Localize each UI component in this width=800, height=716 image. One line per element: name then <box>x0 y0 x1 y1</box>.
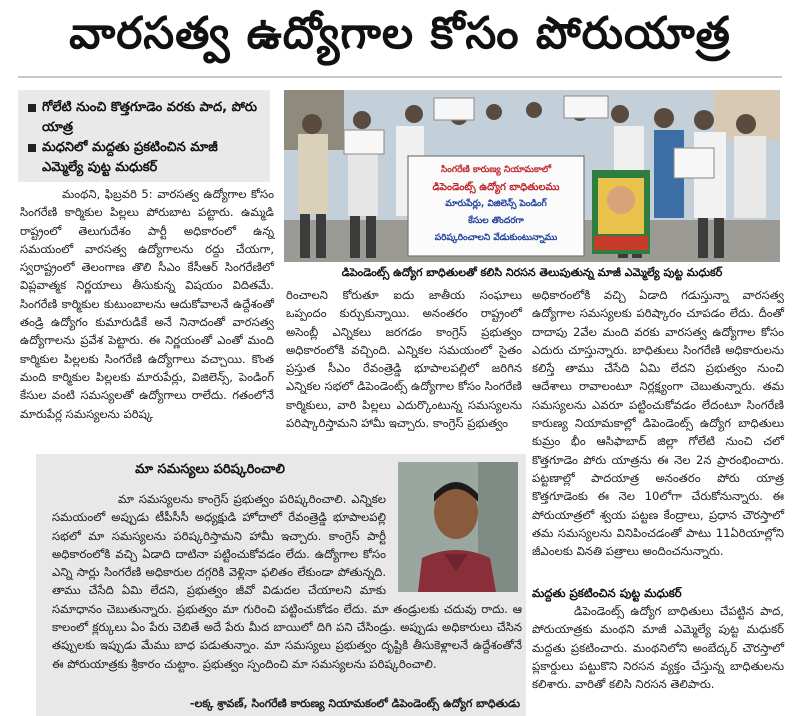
square-bullet-icon <box>28 104 36 112</box>
banner-line-3: మారుపేర్లు, విజిలెన్స్ పెండింగ్ <box>445 199 547 209</box>
sub-headline-1-text: గోలేటి నుంచి కొత్తగూడెం వరకు పాద, పోరు యాత్ర <box>42 100 258 135</box>
portrait-spacer <box>386 490 522 594</box>
column-4-heading: మద్దతు ప్రకటించిన పుట్ట మధుకర్ <box>532 586 682 600</box>
article-column-4-text: డిపెండెంట్స్ ఉద్యోగ బాధితులు చేపట్టిన పాద, పోరుయాత్రకు మంథని మాజీ ఎమ్మెల్యే పుట్ట మధుకర్ మద్దతు ప్రకటించారు. మంథనిలోని అంబేద్కర్ చౌరస్తాలో ప్లకార్డులు పట్టుకొని నిరసన వ్యక్తం చేస్తున్న బాధితులను కలిశారు. వారితో కలిసి నిరసన తెలిపారు. <box>532 604 784 692</box>
banner-line-2: డిపెండెంట్స్ ఉద్యోగ బాధితులము <box>432 182 560 193</box>
sub-headline-2 <box>28 138 262 178</box>
photo-caption: డిపెండెంట్స్ ఉద్యోగ బాధితులతో కలిసి నిరసన తెలుపుతున్న మాజీ ఎమ్మెల్యే పుట్ట మధుకర్ <box>341 266 723 279</box>
quote-box-title: మా సమస్యలు పరిష్కరించాలి <box>135 462 285 477</box>
article-column-1 <box>20 185 274 445</box>
article-column-1-text: మంథని, ఫిబ్రవరి 5: వారసత్వ ఉద్యోగాల కోసం సింగరేణి కార్మికుల పిల్లలు పోరుబాట పట్టారు. ఉమ్మడి రాష్ట్రంలో తెలుగుదేశం పార్టీ అధికారంలో ఉన్న సమయంలో వారసత్వ ఉద్యోగాలను రద్దు చేయగా, స్వరాష్ట్రంలో తెలంగాణ తొలి సీఎం కేసీఆర్ సింగరేణిలో విప్లవాత్మక నిర్ణయాలు తీసుకున్న విషయం విదితమే. సింగరేణి కార్మికుల కుటుంబాలను ఆదుకోవాలనే ఉద్దేశంతో తండ్రి ఉద్యోగం కుమారుడికే అనే నినాదంతో వారసత్వ ఉద్యోగాలను ప్రవేశ పెట్టారు. ఈ నిర్ణయంతో ఎంతో మంది కార్మికుల పిల్లలకు సింగరేణి ఉద్యోగాలు వచ్చాయి. కొంత మంది కార్మికుల పిల్లలకు మారుపేర్లు, విజిలెన్స్, పెండింగ్ కేసుల వంటి సమస్యలతో ఉద్యోగాలు రాలేదు. గతంలోనే మారుపేర్ల సమస్యలను పరిష్క <box>20 187 274 421</box>
square-bullet-icon <box>28 144 36 152</box>
article-column-2 <box>286 286 522 446</box>
banner-line-5: పరిష్కరించాలని వేడుకుంటున్నాము <box>434 233 558 243</box>
quote-box-signature: -లక్క శ్రావణ్, సింగరేణి కారుణ్య నియామకంలో డిపెండెంట్స్ ఉద్యోగ బాధితుడు <box>189 697 520 710</box>
article-column-3-text: అధికారంలోకి వచ్చి ఏడాది గడుస్తున్నా వారసత్వ ఉద్యోగాల సమస్యలకు పరిష్కారం చూపడం లేదు. దీంతో దాదాపు 2వేల మంది వరకు వారసత్వ ఉద్యోగాల కోసం ఎదురు చూస్తున్నారు. బాధితులు సింగరేణి అధికారులను కలిస్తే తాము చేసేది ఏమి లేదని ప్రభుత్వం నుంచి ఆదేశాలు రావాలంటూ నిర్లక్ష్యంగా చెబుతున్నారు. తమ సమస్యలను ఎవరూ పట్టించుకోవడం లేదంటూ సింగరేణి కారుణ్య నియామకాల్లో డిపెండెంట్స్ ఉద్యోగ బాధితులు కుమ్రం భీం ఆసిఫాబాద్ జిల్లా గోలేటి నుంచి చలో కొత్తగూడెం పోరు యాత్రను ఈ నెల 2న ప్రారంభించారు. పట్టణాల్లో పాదయాత్ర అనంతరం పోరు యాత్ర కొత్తగూడెంకు ఈ నెల 10లోగా చేరుకోనున్నారు. ఈ పోరుయాత్రలో శ్వయ పట్టణ కేంద్రాలు, ప్రధాన చౌరస్తాలో తమ సమస్యలను వినిపించడంతో పాటు 11ఏరియాల్లోని జీఎంలకు వినతి పత్రాలు అందించనున్నారు. <box>532 288 784 559</box>
sub-headline-1 <box>28 98 262 138</box>
article-column-4 <box>532 602 784 716</box>
protest-photo <box>284 90 780 262</box>
banner-line-4: కేసుల తొందరగా <box>468 216 524 226</box>
headline: వారసత్వ ఉద్యోగాల కోసం పోరుయాత్ర <box>69 8 731 59</box>
banner-line-1: సింగరేణి కారుణ్య నియామకాలో <box>440 165 552 175</box>
article-column-3 <box>532 286 784 559</box>
sub-headline-box <box>18 90 270 182</box>
quote-box-text: మా సమస్యలను కాంగ్రెస్ ప్రభుత్వం పరిష్కరించాలి. ఎన్నికల సమయంలో అప్పుడు టీపీసీసీ అధ్యక్షుడి హోదాలో రేవంత్రెడ్డి భూపాలపల్లి సభలో మా సమస్యలను పరిష్కరిస్తామని హామీ ఇచ్చారు. కాంగ్రెస్ పార్టీ అధికారంలోకి వచ్చి ఏడాది దాటినా పట్టించుకోవడం లేదు. ఉద్యోగాల కోసం ఎన్ని సార్లు సింగరేణి అధికారుల దగ్గరికి వెళ్లినా ఫలితం లేకుండా పోతున్నది. తాము చేసేది ఏమి లేదని, ప్రభుత్వం జీవో విడుదల చేయాలని మాకు సమాధానం చెబుతున్నారు. ప్రభుత్వం మా గురించి పట్టించుకోడం లేదు. మా తండ్రులకు చదువు రాదు. ఆ కాలంలో క్లర్కులు ఏం పేరు చెబితే అదే పేరు మీద బాయిలో దిగి పని చేసిండ్రు. అప్పుడు అధికారులు చేసిన తప్పులకు ఇప్పుడు మేము బాధ పడుతున్నాం. మా సమస్యలు ప్రభుత్వం దృష్టికి తీసుకెళ్లాలనే ఉద్దేశంతోనే ఈ పోరుయాత్రకు శ్రీకారం చుట్టాం. ప్రభుత్వం స్పందించి మా సమస్యలను పరిష్కరించాలి. <box>52 492 522 671</box>
sub-headline-2-text: మధనిలో మద్దతు ప్రకటించిన మాజీ ఎమ్మెల్యే పుట్ట మధుకర్ <box>42 140 218 175</box>
protest-banner <box>412 162 580 247</box>
article-column-2-text: రించాలని కోరుతూ ఐదు జాతీయ సంఘాలు ఒప్పందం కుర్చుకున్నాయి. అనంతరం రాష్ట్రంలో అసెంబ్లీ ఎన్నికలు జరగడం కాంగ్రెస్ ప్రభుత్వం అధికారంలోకి వచ్చింది. ఎన్నికల సమయంలో సైతం ప్రస్తుత సీఎం రేవంత్రెడ్డి భూపాలపల్లిలో జరిగిన ఎన్నికల సభలో డిపెండెంట్స్ ఉద్యోగాల కోసం సింగరేణి కార్మికులు, వారి పిల్లలు ఎదుర్కొంటున్న సమస్యలను పరిష్కారిస్తామని హామీ ఇచ్చారు. కాంగ్రెస్ ప్రభుత్వం <box>286 288 522 431</box>
headline-rule <box>18 76 782 78</box>
